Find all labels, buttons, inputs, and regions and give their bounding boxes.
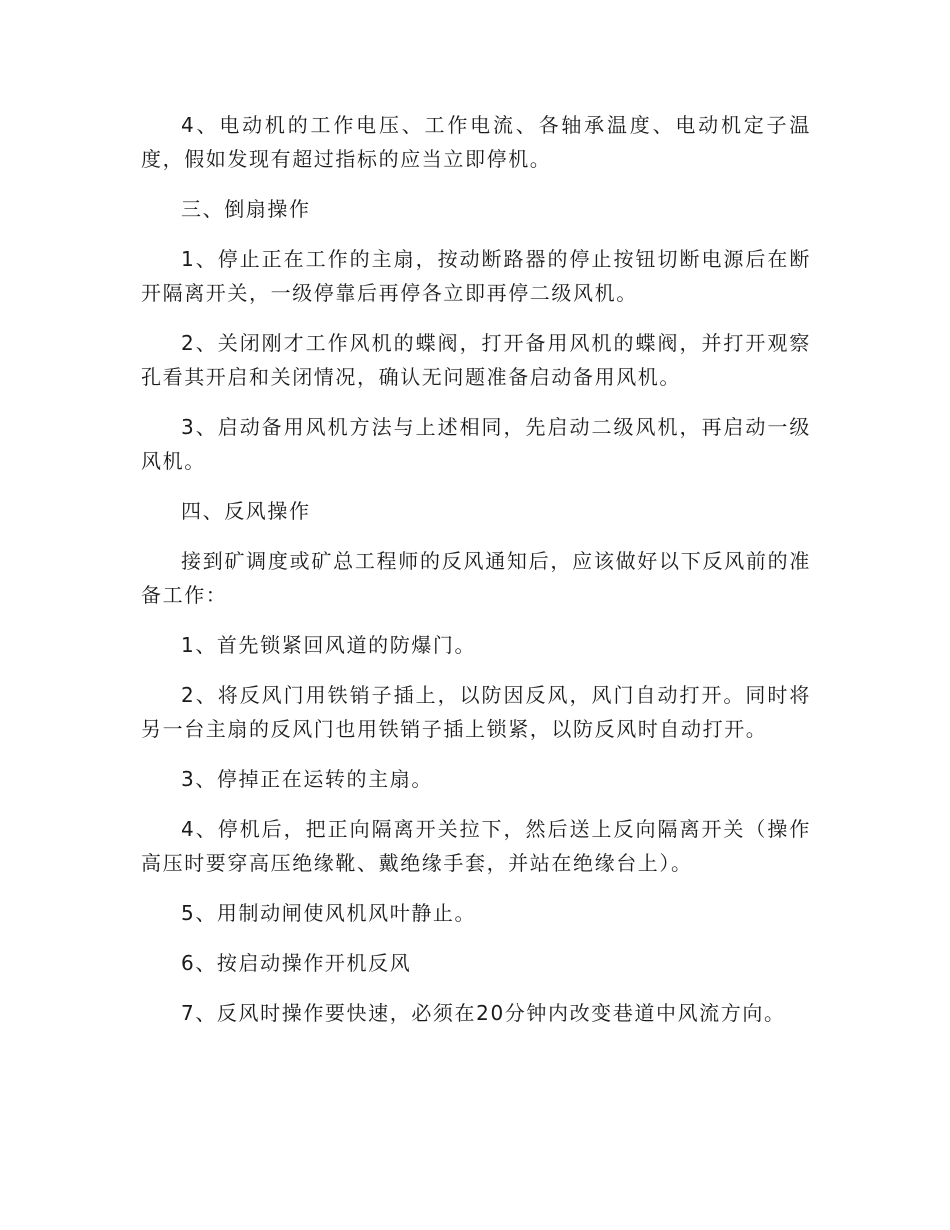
item-1-stop-main-fan: 1、停止正在工作的主扇，按动断路器的停止按钮切断电源后在断开隔离开关，一级停靠后再停各立即再停二级风机。	[141, 247, 811, 305]
item-4-switch-isolators: 4、停机后，把正向隔离开关拉下，然后送上反向隔离开关（操作高压时要穿高压绝缘靴、戴绝缘手套，并站在绝缘台上）。	[141, 817, 811, 875]
item-6-start-reverse: 6、按启动操作开机反风	[181, 951, 412, 975]
item-3-stop-running-fan: 3、停掉正在运转的主扇。	[181, 767, 433, 791]
item-2-pin-reverse-door: 2、将反风门用铁销子插上，以防因反风，风门自动打开。同时将另一台主扇的反风门也用铁销子插上锁紧，以防反风时自动打开。	[141, 683, 811, 741]
item-7-reverse-within-time: 7、反风时操作要快速，必须在20分钟内改变巷道中风流方向。	[181, 1001, 786, 1025]
section-heading-4-reverse-ventilation: 四、反风操作	[181, 499, 311, 523]
item-4-motor-monitoring: 4、电动机的工作电压、工作电流、各轴承温度、电动机定子温度，假如发现有超过指标的应当立即停机。	[141, 113, 811, 171]
reverse-ventilation-intro: 接到矿调度或矿总工程师的反风通知后，应该做好以下反风前的准备工作：	[141, 549, 811, 607]
item-2-close-butterfly-valve: 2、关闭刚才工作风机的蝶阀，打开备用风机的蝶阀，并打开观察孔看其开启和关闭情况，确认无问题准备启动备用风机。	[141, 331, 811, 389]
item-5-brake-fan-blades: 5、用制动闸使风机风叶静止。	[181, 901, 477, 925]
item-1-lock-explosion-door: 1、首先锁紧回风道的防爆门。	[181, 633, 477, 657]
section-heading-3-fan-switching: 三、倒扇操作	[181, 197, 311, 221]
item-3-start-backup-fan: 3、启动备用风机方法与上述相同，先启动二级风机，再启动一级风机。	[141, 415, 811, 473]
document-body	[141, 108, 811, 1046]
